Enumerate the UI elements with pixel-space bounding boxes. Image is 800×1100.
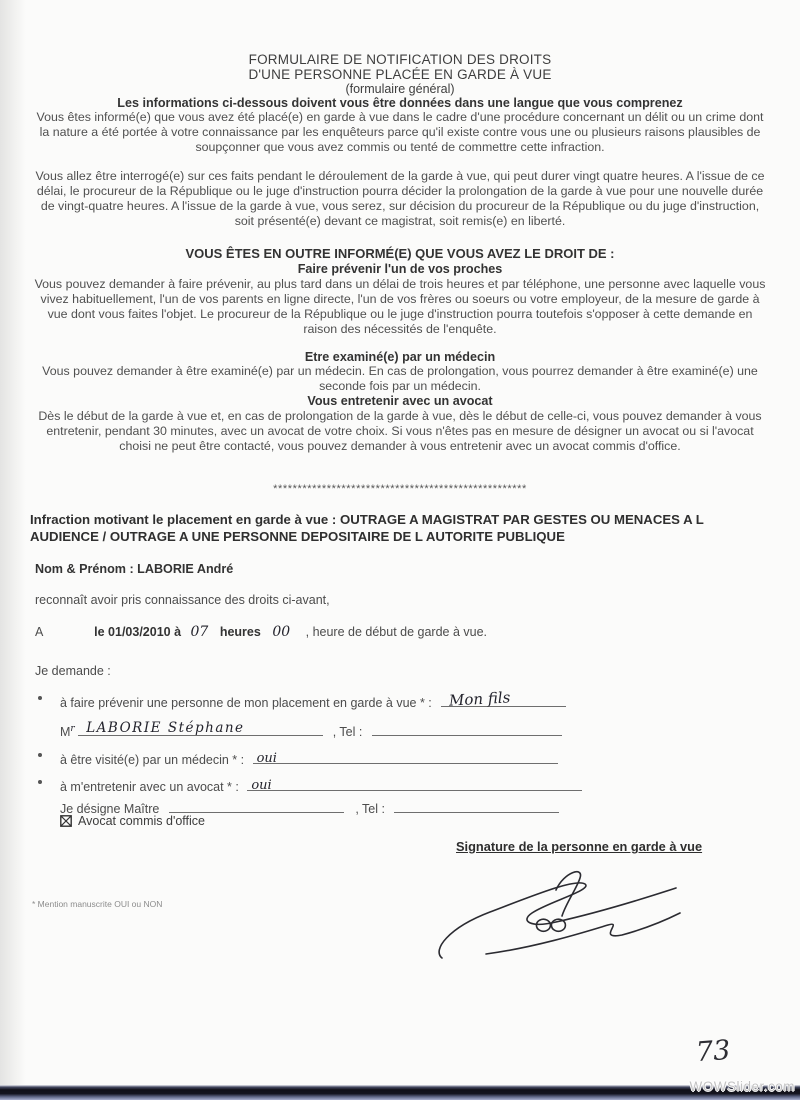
intro-paragraph-2: Vous allez être interrogé(e) sur ces faits pendant le déroulement de la garde à vue, qui peut durer vingt quatre heures. A l'issue de ce délai, le procureur de la République ou le juge d'instruction pourra décider la prolongation de la garde à vue pour une nouvelle durée de vingt-quatre heures. A l'issue de la garde à vue, vous serez, sur décision du procureur de la République ou du juge d'instruction, soit présenté(e) devant ce magistrat, soit remis(e) en liberté. <box>35 169 765 228</box>
handwritten-page-number: 73 <box>694 1034 732 1069</box>
date-label: le 01/03/2010 à <box>94 625 182 639</box>
infraction-statement: Infraction motivant le placement en garde à vue : OUTRAGE A MAGISTRAT PAR GESTES OU MENACES A L AUDIENCE / OUTRAGE A UNE PERSONNE DEPOSITAIRE DE L AUTORITE PUBLIQUE <box>30 512 704 544</box>
request-row-doctor <box>60 749 558 767</box>
right-1-title: Faire prévenir l'un de vos proches <box>297 262 503 276</box>
rights-heading: VOUS ÊTES EN OUTRE INFORMÉ(E) QUE VOUS AVEZ LE DROIT DE : <box>185 246 615 261</box>
minutes-handwritten: 00 <box>272 624 291 640</box>
person-name-field <box>78 721 323 736</box>
heures-label: heures <box>219 625 261 639</box>
person-prefix-sup: r <box>70 723 75 734</box>
request-row-lawyer <box>60 776 582 794</box>
date-line <box>35 624 487 640</box>
designate-name-field <box>169 798 344 813</box>
bullet-icon <box>38 753 42 757</box>
right-2-title: Etre examiné(e) par un médecin <box>304 350 496 364</box>
name-line: Nom & Prénom : LABORIE André <box>35 562 234 576</box>
request-3-field <box>247 776 582 791</box>
right-3-text: Dès le début de la garde à vue et, en cas de prolongation de la garde à vue, dès le début de celle-ci, vous pouvez demander à vous entretenir, pendant 30 minutes, avec un avocat de votre choix. Si vous n'êtes pas en mesure de désigner un avocat ou si l'avocat choisi ne peut être contacté, vous pouvez demander à vous entretenir avec un avocat commis d'office. <box>38 409 762 453</box>
right-2-text: Vous pouvez demander à être examiné(e) par un médecin. En cas de prolongation, vous pourrez demander à être examiné(e) une seconde fois par un médecin. <box>42 364 758 393</box>
designate-label: Je désigne Maître <box>60 802 160 816</box>
right-3-title: Vous entretenir avec un avocat <box>307 394 493 408</box>
title-line-3: (formulaire général) <box>345 82 455 96</box>
court-appointed-lawyer-row <box>60 814 205 828</box>
date-suffix: , heure de début de garde à vue. <box>305 625 488 639</box>
person-name-handwritten: LABORIE Stéphane <box>86 720 245 736</box>
scan-bottom-bar <box>0 1085 800 1100</box>
handwritten-signature <box>428 858 688 973</box>
wowslider-watermark-link[interactable]: WOWSlider.com <box>689 1079 795 1094</box>
title-line-1: FORMULAIRE DE NOTIFICATION DES DROITS <box>248 52 552 67</box>
tel-label-1: , Tel : <box>332 725 363 739</box>
footnote: * Mention manuscrite OUI ou NON <box>32 899 163 909</box>
intro-paragraph-1: Vous êtes informé(e) que vous avez été placé(e) en garde à vue dans le cadre d'une procédure concernant un délit ou un crime dont la nature a été portée à votre connaissance par les enquêteurs parce qu'il existe contre vous une ou plusieurs raisons plausibles de soupçonner que vous avez commis ou tenté de commettre cette infraction. <box>36 110 764 154</box>
checkbox-label: Avocat commis d'office <box>78 814 205 828</box>
request-1-handwritten: Mon fils <box>448 688 512 710</box>
asterisk-separator: **************************************************** <box>273 483 527 495</box>
language-notice: Les informations ci-dessous doivent vous être données dans une langue que vous comprenez <box>117 96 683 110</box>
bullet-icon <box>38 780 42 784</box>
city-prefix: A <box>35 625 43 639</box>
je-demande-label: Je demande : <box>35 664 111 678</box>
request-row-notify <box>60 688 566 710</box>
request-1-label: à faire prévenir une personne de mon placement en garde à vue * : <box>60 696 432 710</box>
signature-heading: Signature de la personne en garde à vue <box>456 839 703 854</box>
request-2-field <box>253 749 558 764</box>
person-row <box>60 721 562 739</box>
acknowledgement-line: reconnaît avoir pris connaissance des droits ci-avant, <box>35 593 330 607</box>
bullet-icon <box>38 696 42 700</box>
title-line-2: D'UNE PERSONNE PLACÉE EN GARDE À VUE <box>248 67 552 82</box>
person-prefix: M <box>60 725 71 739</box>
request-2-handwritten: oui <box>256 751 277 766</box>
checked-checkbox-icon <box>60 815 72 827</box>
hours-handwritten: 07 <box>190 624 209 640</box>
tel-field-1 <box>372 721 562 736</box>
request-3-handwritten: oui <box>251 778 272 793</box>
tel-label-2: , Tel : <box>355 802 385 816</box>
tel-field-2 <box>394 798 559 813</box>
document-header <box>32 52 768 111</box>
request-1-field <box>441 688 566 710</box>
request-2-label: à être visité(e) par un médecin * : <box>60 753 245 767</box>
request-3-label: à m'entretenir avec un avocat * : <box>60 780 239 794</box>
right-1-text: Vous pouvez demander à faire prévenir, au plus tard dans un délai de trois heures et par téléphone, une personne avec laquelle vous vivez habituellement, l'un de vos parents en ligne directe, l'un de vos frères ou soeurs ou votre employeur, de la mesure de garde à vue dont vous faites l'objet. Le procureur de la République ou le juge d'instruction pourra toutefois s'opposer à cette demande en raison des nécessités de l'enquête. <box>34 277 766 336</box>
